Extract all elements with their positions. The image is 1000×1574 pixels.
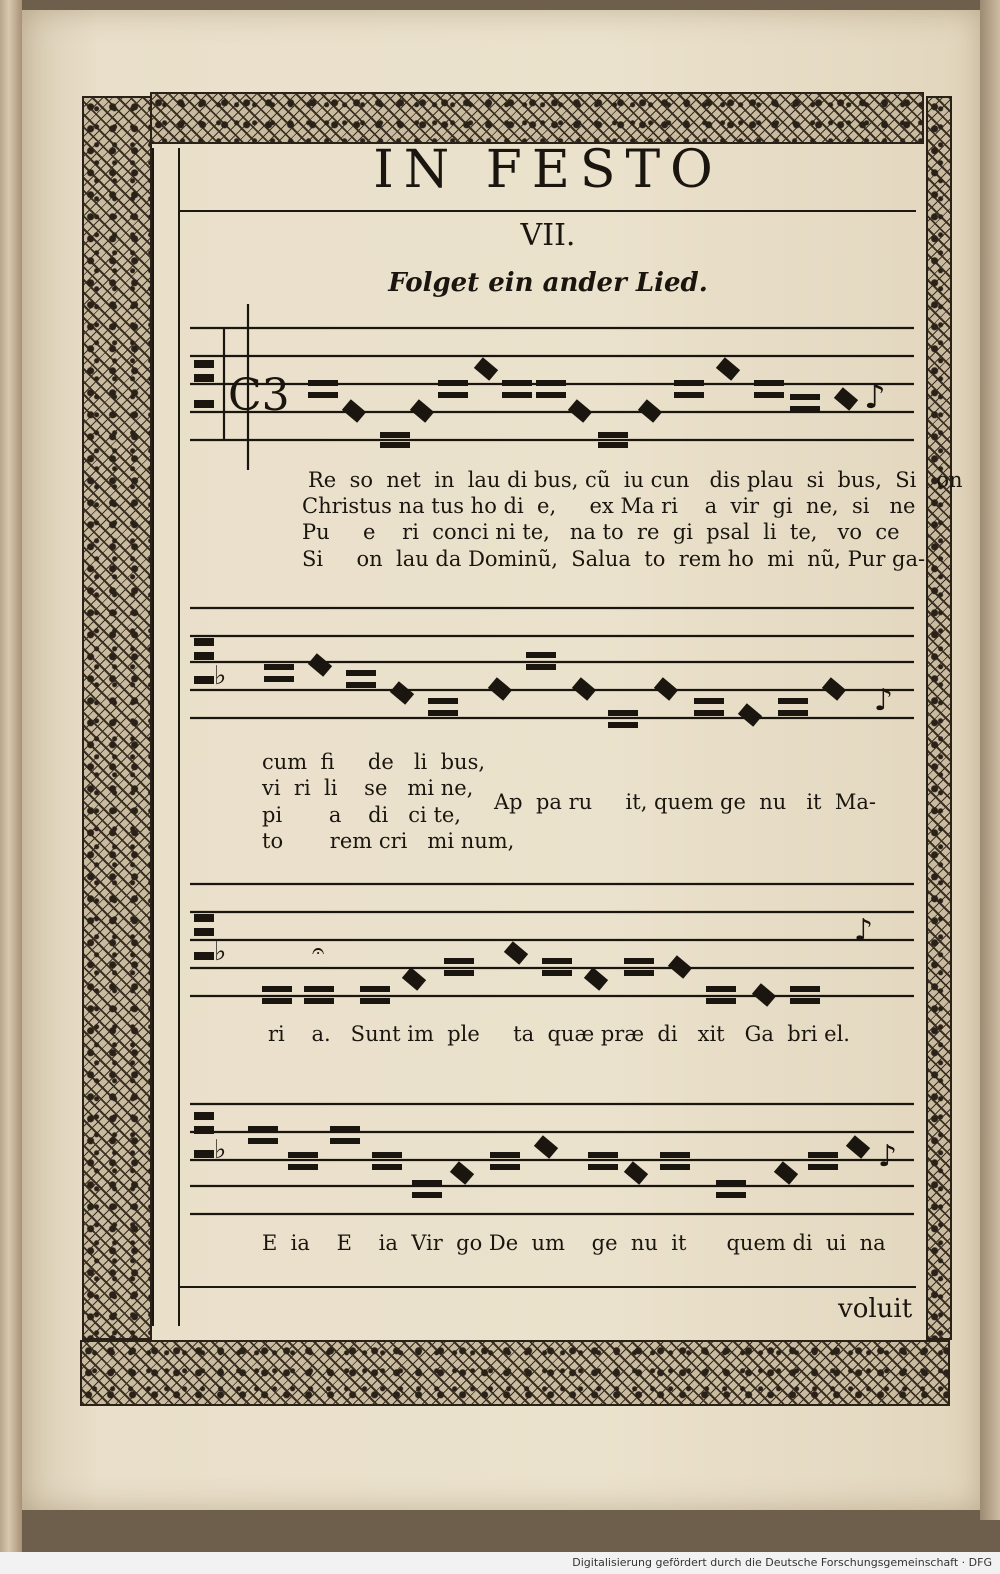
lyric-line: Ap pa ru it, quem ge nu it Ma-: [494, 790, 876, 814]
page-title: IN FESTO: [373, 140, 723, 200]
hymn-subtitle: Folget ein ander Lied.: [388, 268, 708, 298]
ornamental-border-top: [150, 92, 924, 144]
book-page-edges-left: [0, 0, 22, 1574]
frame-rule-outer: [152, 148, 154, 1326]
svg-text:♪: ♪: [854, 913, 874, 948]
svg-text:♪: ♪: [878, 1139, 898, 1174]
frame-rule-inner: [178, 148, 180, 1326]
hymn-number: VII.: [520, 218, 576, 253]
lyric-line: vi ri li se mi ne,: [262, 776, 474, 800]
bottom-rule: [180, 1286, 916, 1288]
svg-text:♪: ♪: [864, 377, 886, 417]
digitization-credit: Digitalisierung gefördert durch die Deutsche Forschungsgemeinschaft · DFG: [572, 1556, 992, 1569]
lyric-line: ri a. Sunt im ple ta quæ præ di xit Ga bri el.: [268, 1022, 850, 1046]
lyric-line: E ia E ia Vir go De um ge nu it quem di ui na: [262, 1231, 886, 1255]
lyric-line: Pu e ri conci ni te, na to re gi psal li te, vo ce: [302, 520, 900, 544]
lyric-line: to rem cri mi num,: [262, 829, 515, 853]
catchword: voluit: [838, 1294, 913, 1324]
music-staff-2: [184, 598, 918, 748]
music-staff-1: [184, 300, 918, 480]
music-staff-3: [184, 880, 918, 1020]
lyric-line: Re so net in lau di bus, cũ iu cun dis plau si bus, Si on: [308, 468, 963, 492]
ornamental-border-right: [926, 96, 952, 1340]
lyric-line: cum fi de li bus,: [262, 750, 486, 774]
lyric-line: Christus na tus ho di e, ex Ma ri a vir gi ne, si ne: [302, 494, 916, 518]
svg-text:♭: ♭: [214, 661, 227, 691]
title-rule: [180, 210, 916, 212]
svg-text:♭: ♭: [214, 937, 227, 967]
svg-text:𝄐: 𝄐: [312, 939, 325, 964]
ornamental-border-bottom: [80, 1340, 950, 1406]
music-staff-4: [184, 1096, 918, 1226]
lyric-line: pi a di ci te,: [262, 803, 461, 827]
svg-text:♪: ♪: [874, 683, 894, 718]
book-page-edges-right: [980, 0, 1000, 1520]
svg-text:♭: ♭: [214, 1135, 227, 1165]
ornamental-border-left: [82, 96, 152, 1340]
lyric-line: Si on lau da Dominũ, Salua to rem ho mi nũ, Pur ga-: [302, 547, 926, 571]
svg-text:C3: C3: [228, 370, 290, 421]
